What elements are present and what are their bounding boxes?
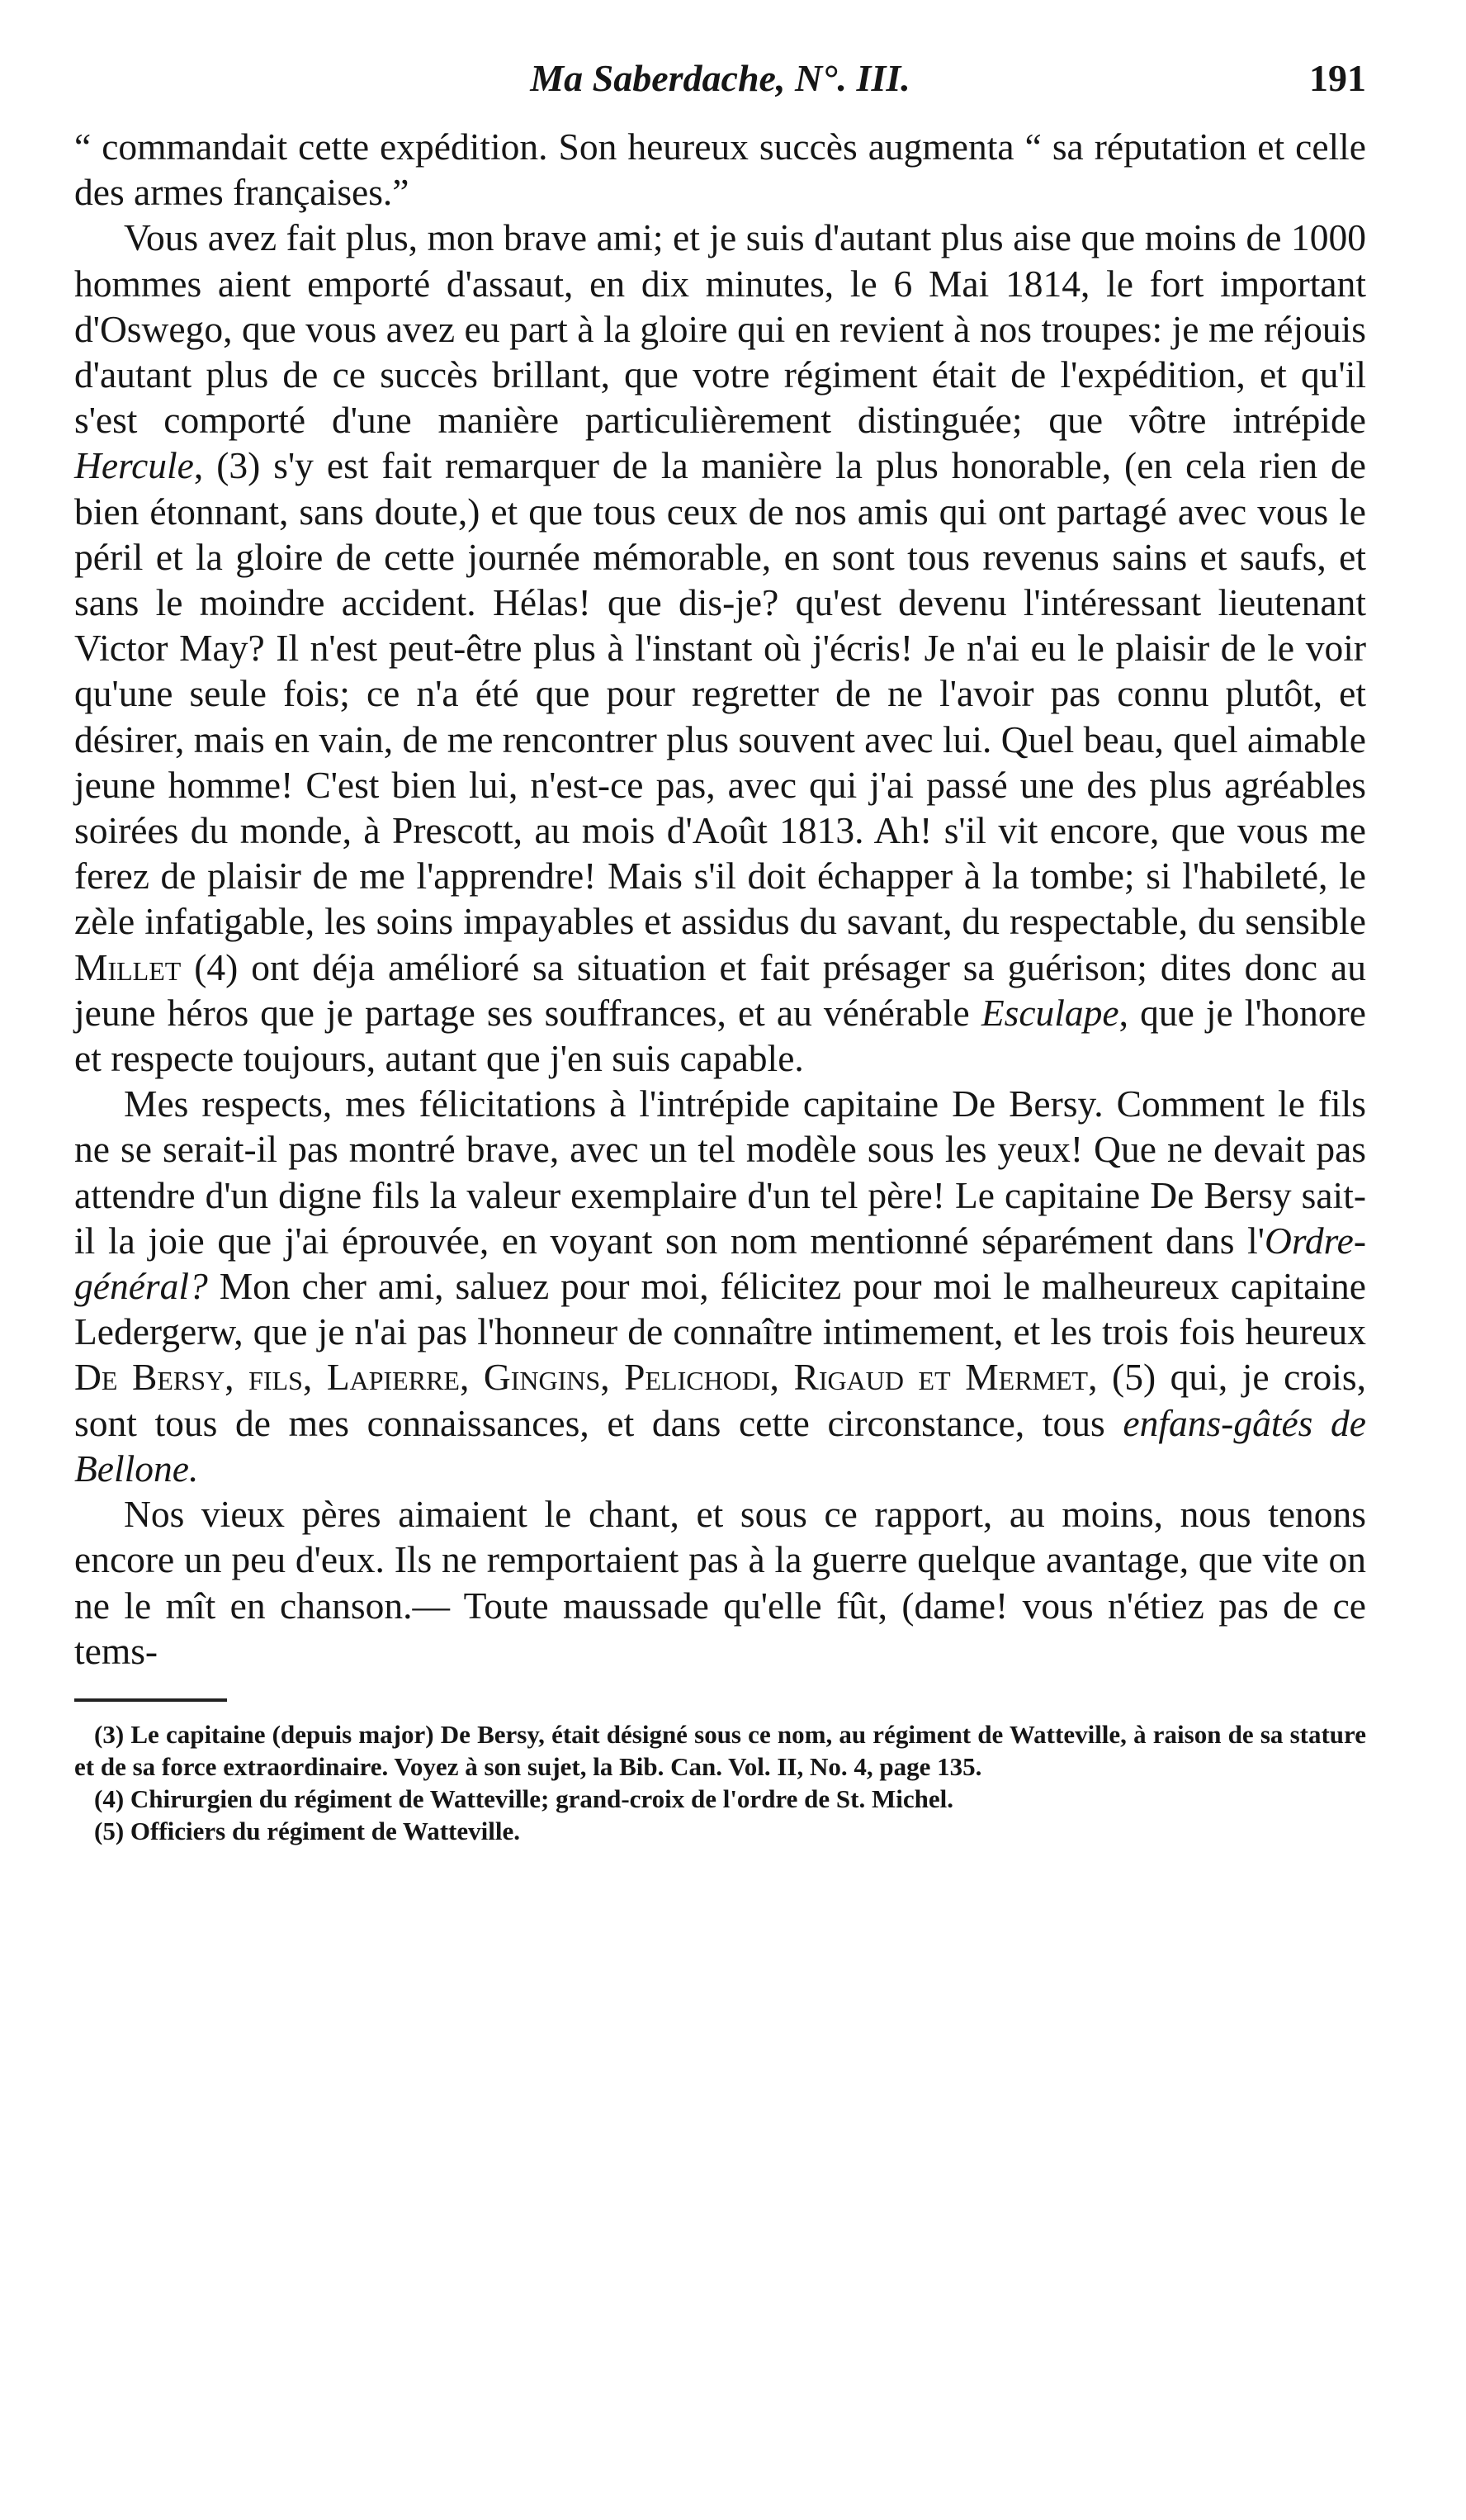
esculape-italic: Esculape xyxy=(981,991,1119,1034)
hercule-italic: Hercule xyxy=(74,444,194,487)
text-segment: , que je l'honore et respecte toujours, autant que j'en suis capable. xyxy=(74,991,1366,1080)
text-segment: Mes respects, mes félicitations à l'intrépide capitaine De Bersy. Comment le fils ne se serait-il pas montré brave, avec un tel modèle sous les yeux! Que ne devait pas attendre d'un digne fils la valeur exemplaire d'un tel père! Le capitaine De Bersy sait-il la joie que j'ai éprouvée, en voyant son nom mentionné séparément dans l' xyxy=(74,1082,1366,1262)
text-segment: Vous avez fait plus, mon brave ami; et je suis d'autant plus aise que moins de 1000 hommes aient emporté d'assaut, en dix minutes, le 6 Mai 1814, le fort important d'Oswego, que vous avez eu part à la gloire qui en revient à nos troupes: je me réjouis d'autant plus de ce succès brillant, que votre régiment était de l'expédition, et qu'il s'est comporté d'une manière particulièrement distinguée; que vôtre intrépide xyxy=(74,216,1366,442)
enfans-gates-italic: enfans-gâtés de Bellone. xyxy=(74,1401,1366,1490)
paragraph-bersy xyxy=(74,1081,1366,1491)
page-number: 191 xyxy=(1309,57,1366,99)
text-segment: , (3) s'y est fait remarquer de la manière la plus honorable, (en cela rien de bien étonnant, sans doute,) et que tous ceux de nos amis qui ont partagé avec vous le péril et la gloire de cette journée mémorable, en sont tous revenus sains et saufs, et sans le moindre accident. Hélas! que dis-je? qu'est devenu l'intéressant lieutenant Victor May? Il n'est peut-être plus à l'instant où j'écris! Je n'ai eu le plaisir de le voir qu'une seule fois; ce n'a été que pour regretter de ne l'avoir pas connu plutôt, et désirer, mais en vain, de me rencontrer plus souvent avec lui. Quel beau, quel aimable jeune homme! C'est bien lui, n'est-ce pas, avec qui j'ai passé une des plus agréables soirées du monde, à Prescott, au mois d'Août 1813. Ah! s'il vit encore, que vous me ferez de plaisir de me l'apprendre! Mais s'il doit échapper à la tombe; si l'habileté, le zèle infatigable, les soins impayables et assidus du savant, du respectable, du sensible xyxy=(74,444,1366,943)
ordre-general-italic: Ordre-général? xyxy=(74,1219,1366,1308)
footnote-5: (5) Officiers du régiment de Watteville. xyxy=(94,1816,520,1845)
paragraph-oswego xyxy=(74,215,1366,1081)
footnote-divider xyxy=(74,1698,227,1702)
text-segment: (5) qui, je crois, sont tous de mes connaissances, et dans cette circonstance, tous xyxy=(74,1356,1367,1444)
footnotes xyxy=(74,1718,1366,1847)
footnote-4: (4) Chirurgien du régiment de Watteville; grand-croix de l'ordre de St. Michel. xyxy=(94,1783,953,1813)
millet-smallcaps: Millet xyxy=(74,945,182,988)
page-header xyxy=(74,50,1366,124)
footnote-3: (3) Le capitaine (depuis major) De Bersy, était désigné sous ce nom, au régiment de Watteville, à raison de sa stature et de sa force extraordinaire. Voyez à son sujet, la Bib. Can. Vol. II, No. 4, page 135. xyxy=(74,1719,1366,1781)
text-segment: Mon cher ami, saluez pour moi, félicitez pour moi le malheureux capitaine Ledergerw, que je n'ai pas l'honneur de connaître intimement, et les trois fois heureux xyxy=(74,1265,1366,1353)
body-text xyxy=(74,124,1366,1674)
paragraph-chansons: Nos vieux pères aimaient le chant, et sous ce rapport, au moins, nous tenons encore un peu d'eux. Ils ne remportaient pas à la guerre quelque avantage, que vite on ne le mît en chanson.— Toute maussade qu'elle fût, (dame! vous n'étiez pas de ce tems- xyxy=(74,1493,1366,1672)
officer-names-smallcaps: De Bersy, fils, Lapierre, Gingins, Pelichodi, Rigaud et Mermet, xyxy=(74,1356,1098,1399)
running-title: Ma Saberdache, N°. III. xyxy=(530,57,910,99)
text-segment: (4) ont déja amélioré sa situation et fait présager sa guérison; dites donc au jeune héros que je partage ses souffrances, et au vénérable xyxy=(74,945,1366,1034)
paragraph-quote: “ commandait cette expédition. Son heureux succès augmenta “ sa réputation et celle des armes françaises.” xyxy=(74,126,1366,214)
book-page xyxy=(74,50,1366,2477)
